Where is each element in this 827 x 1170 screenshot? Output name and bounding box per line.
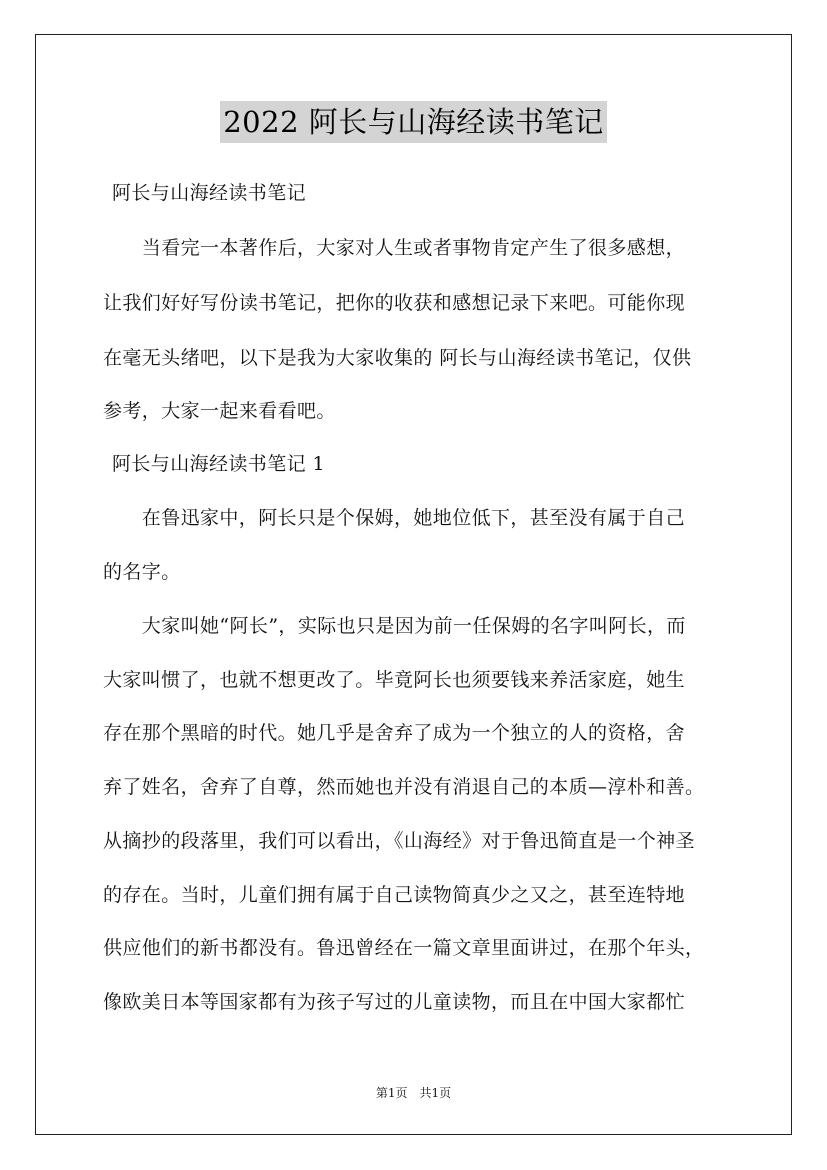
text-line: 让我们好好写份读书笔记，把你的收获和感想记录下来吧。可能你现 [103, 292, 686, 314]
page-footer: 第1页 共1页 [375, 1086, 452, 1100]
text-line: 在鲁迅家中，阿长只是个保姆，她地位低下，甚至没有属于自己 [103, 507, 686, 529]
text-line: 大家叫惯了，也就不想更改了。毕竟阿长也须要钱来养活家庭，她生 [103, 669, 686, 691]
document-title: 2022 阿长与山海经读书笔记 [220, 101, 607, 143]
text-line: 从摘抄的段落里，我们可以看出，《山海经》对于鲁迅简直是一个神圣 [103, 830, 695, 852]
text-line: 的存在。当时，儿童们拥有属于自己读物简真少之又之，甚至连特地 [103, 884, 686, 906]
text-line: 存在那个黑暗的时代。她几乎是舍弃了成为一个独立的人的资格，舍 [103, 722, 686, 744]
subheading-1: 阿长与山海经读书笔记 [112, 182, 307, 204]
title-container [0, 101, 827, 143]
subheading-2: 阿长与山海经读书笔记 1 [112, 453, 325, 475]
text-line: 当看完一本著作后，大家对人生或者事物肯定产生了很多感想， [103, 237, 686, 259]
text-line: 大家叫她“阿长”，实际也只是因为前一任保姆的名字叫阿长，而 [103, 615, 686, 637]
text-line: 参考，大家一起来看看吧。 [103, 400, 336, 422]
text-line: 弃了姓名，舍弃了自尊，然而她也并没有消退自己的本质—淳朴和善。 [103, 776, 705, 798]
text-line: 供应他们的新书都没有。鲁迅曾经在一篇文章里面讲过，在那个年头， [103, 937, 705, 959]
text-line: 在毫无头绪吧，以下是我为大家收集的 阿长与山海经读书笔记，仅供 [103, 347, 692, 369]
text-line: 像欧美日本等国家都有为孩子写过的儿童读物，而且在中国大家都忙 [103, 991, 686, 1013]
text-line: 的名字。 [103, 561, 181, 583]
